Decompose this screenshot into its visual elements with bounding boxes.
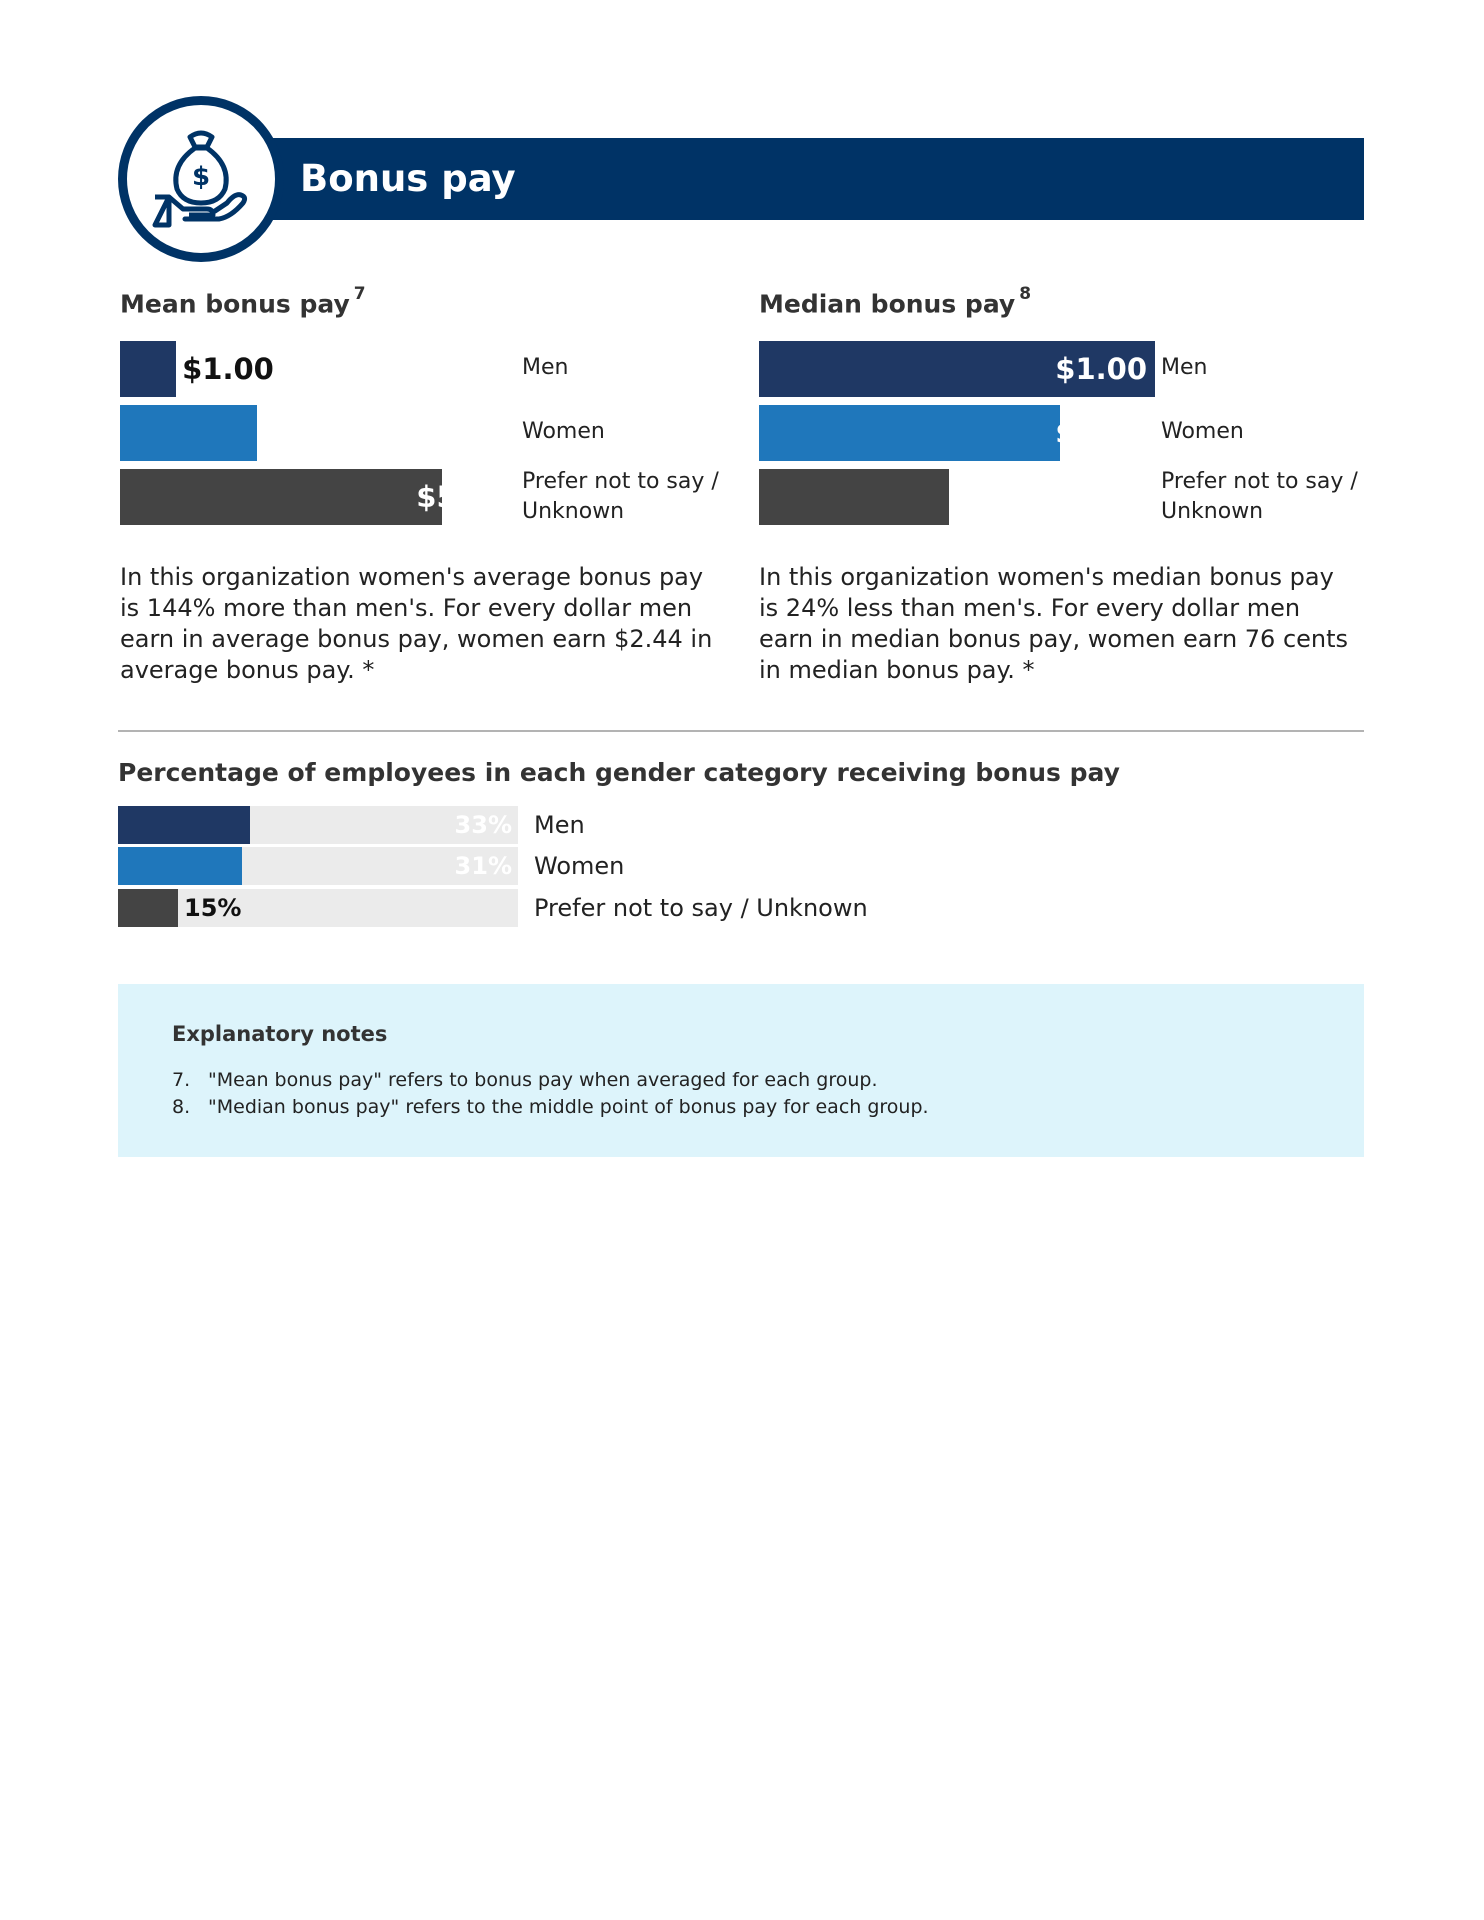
median-bar-women (759, 405, 1060, 461)
mean-bar-women (120, 405, 257, 461)
page-title: Bonus pay (300, 157, 516, 200)
explanatory-notes-box (118, 984, 1364, 1157)
median-bar-row-women (759, 405, 1155, 461)
note-number: 7. (172, 1069, 191, 1091)
note-text: "Median bonus pay" refers to the middle point of bonus pay for each group. (208, 1096, 929, 1118)
pct-bar-men (118, 806, 250, 844)
dollar-sign: $ (191, 162, 211, 192)
money-bag-hand-icon (149, 127, 253, 231)
note-text: "Mean bonus pay" refers to bonus pay when averaged for each group. (208, 1069, 878, 1091)
footnote-ref: 7 (353, 284, 366, 304)
pct-track-unknown (118, 889, 518, 927)
pct-track-women (118, 847, 518, 885)
note-number: 8. (172, 1096, 191, 1118)
note-item (172, 1067, 877, 1094)
mean-label-men: Men (522, 355, 569, 380)
mean-label-unknown: Prefer not to say / Unknown (522, 469, 719, 524)
pct-bar-unknown (118, 889, 178, 927)
mean-bonus-heading: Mean bonus pay $^7$ (120, 284, 366, 319)
pct-track-men (118, 806, 518, 844)
median-summary-text: In this organization women's median bonus pay is 24% less than men's. For every dollar men earn in median bonus pay, women earn 76 cents in median bonus pay. * (759, 563, 1349, 684)
pct-value-unknown: 15% (184, 894, 242, 922)
footnote-ref: 8 (1019, 284, 1032, 304)
median-label-unknown: Prefer not to say / Unknown (1161, 469, 1358, 524)
pct-label-men: Men (534, 811, 585, 839)
pct-value-women: 31% (454, 852, 512, 880)
mean-bar-men (120, 341, 176, 397)
median-label-women: Women (1161, 419, 1244, 444)
mean-value-unknown: $5.74 (416, 480, 508, 514)
mean-bar-row-unknown (120, 469, 516, 525)
median-bonus-heading: Median bonus pay $^8$ (759, 284, 1032, 319)
mean-value-women: $2.44 (416, 416, 508, 450)
median-value-women: $0.76 (1055, 416, 1147, 450)
pct-bar-women (118, 847, 242, 885)
median-bar-unknown (759, 469, 949, 525)
median-value-unknown: $0.48 (1055, 480, 1147, 514)
median-value-men: $1.00 (1055, 352, 1147, 386)
pct-label-women: Women (534, 852, 625, 880)
header-icon-circle (118, 96, 284, 262)
section-divider (118, 730, 1364, 732)
median-bar-row-unknown (759, 469, 1155, 525)
notes-title: Explanatory notes (172, 1022, 388, 1046)
mean-bar-unknown (120, 469, 442, 525)
median-bar-row-men (759, 341, 1155, 397)
mean-summary-text: In this organization women's average bonus pay is 144% more than men's. For every dollar men earn in average bonus pay, women earn $2.44 in average bonus pay. * (120, 563, 713, 684)
mean-bar-row-women (120, 405, 516, 461)
percentage-heading: Percentage of employees in each gender category receiving bonus pay (118, 758, 1120, 787)
mean-value-men: $1.00 (182, 352, 274, 386)
pct-value-men: 33% (454, 811, 512, 839)
median-label-men: Men (1161, 355, 1208, 380)
note-item (172, 1094, 929, 1121)
pct-label-unknown: Prefer not to say / Unknown (534, 894, 868, 922)
mean-label-women: Women (522, 419, 605, 444)
mean-bar-row-men (120, 341, 516, 397)
